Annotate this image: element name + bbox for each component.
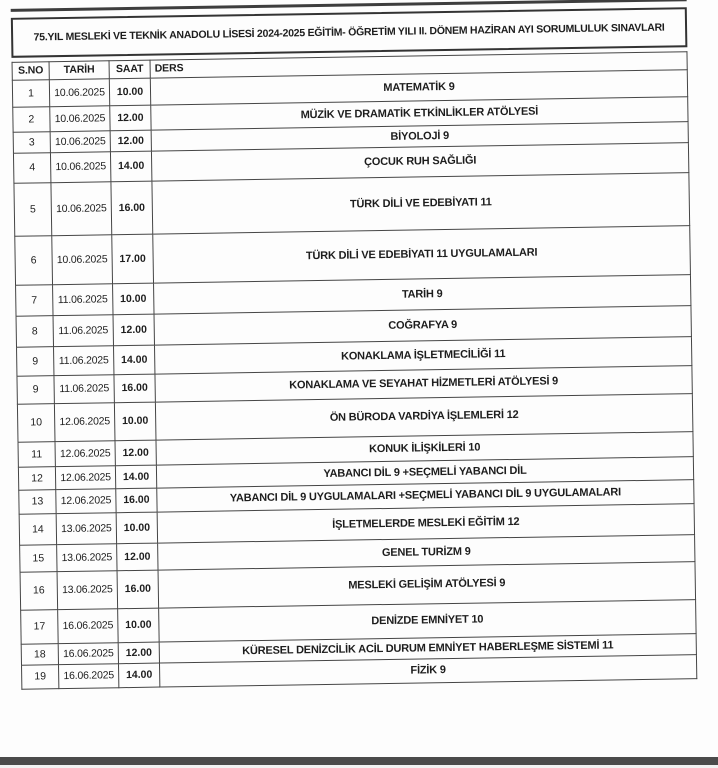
cell-ders: KONAKLAMA VE SEYAHAT HİZMETLERİ ATÖLYESİ 9 [155, 365, 692, 401]
cell-saat: 12.00 [110, 130, 151, 152]
cell-ders: ÇOCUK RUH SAĞLIĞI [151, 142, 688, 180]
cell-saat: 10.00 [116, 512, 157, 544]
cell-sno: 4 [13, 152, 50, 183]
cell-sno: 9 [17, 375, 54, 404]
cell-sno: 6 [15, 235, 53, 285]
cell-saat: 17.00 [112, 234, 154, 284]
cell-ders: TÜRK DİLİ VE EDEBİYATI 11 [152, 172, 690, 233]
cell-ders: GENEL TURİZM 9 [158, 534, 695, 569]
cell-tarih: 13.06.2025 [57, 543, 117, 571]
cell-tarih: 10.06.2025 [52, 234, 113, 284]
cell-ders: TARİH 9 [154, 274, 691, 313]
cell-tarih: 11.06.2025 [53, 314, 113, 346]
cell-tarih: 10.06.2025 [50, 105, 110, 131]
cell-sno: 15 [20, 544, 57, 572]
cell-saat: 12.00 [110, 105, 151, 131]
cell-ders: KONUK İLİŞKİLERİ 10 [156, 431, 693, 464]
column-header-sno: S.NO [12, 61, 49, 80]
cell-tarih: 13.06.2025 [56, 512, 116, 544]
cell-saat: 16.00 [114, 374, 155, 403]
exam-table-body [12, 69, 696, 689]
cell-sno: 12 [18, 466, 55, 490]
cell-saat: 16.00 [111, 181, 153, 235]
document-scan [11, 0, 698, 689]
cell-saat: 10.00 [114, 402, 156, 441]
column-header-ders: DERS [150, 51, 687, 77]
cell-sno: 2 [13, 106, 50, 132]
cell-saat: 12.00 [117, 543, 158, 571]
cell-sno: 10 [17, 403, 55, 442]
cell-tarih: 10.06.2025 [50, 151, 110, 182]
cell-ders: DENİZDE EMNİYET 10 [159, 599, 696, 641]
cell-sno: 7 [16, 284, 53, 316]
cell-ders: TÜRK DİLİ VE EDEBİYATI 11 UYGULAMALARI [153, 225, 691, 282]
cell-tarih: 11.06.2025 [53, 283, 113, 315]
cell-saat: 14.00 [110, 151, 151, 182]
cell-sno: 1 [12, 79, 49, 107]
cell-saat: 14.00 [118, 663, 159, 688]
cell-sno: 9 [17, 346, 54, 376]
cell-tarih: 10.06.2025 [50, 130, 110, 152]
cell-tarih: 12.06.2025 [54, 402, 115, 441]
cell-ders: FİZİK 9 [159, 654, 696, 686]
cell-sno: 18 [21, 643, 58, 665]
cell-ders: KONAKLAMA İŞLETMECİLİĞİ 11 [154, 336, 691, 373]
cell-sno: 16 [20, 571, 58, 610]
cell-saat: 10.00 [109, 78, 150, 106]
cell-sno: 19 [21, 664, 58, 689]
column-header-tarih: TARİH [49, 60, 109, 79]
cell-ders: MÜZİK VE DRAMATİK ETKİNLİKLER ATÖLYESİ [151, 96, 688, 129]
cell-ders: YABANCI DİL 9 +SEÇMELİ YABANCI DİL [156, 456, 693, 487]
cell-saat: 12.00 [115, 440, 156, 466]
cell-ders: MESLEKİ GELİŞİM ATÖLYESİ 9 [158, 561, 696, 607]
document-title-box [11, 7, 688, 58]
cell-tarih: 12.06.2025 [55, 440, 115, 466]
cell-sno: 8 [16, 315, 53, 347]
cell-sno: 3 [13, 131, 50, 153]
cell-ders: KÜRESEL DENİZCİLİK ACİL DURUM EMNİYET HABERLEŞME SİSTEMİ 11 [159, 633, 696, 662]
cell-ders: İŞLETMELERDE MESLEKİ EĞİTİM 12 [157, 503, 694, 542]
cell-tarih: 16.06.2025 [58, 642, 118, 664]
cell-tarih: 11.06.2025 [54, 374, 114, 403]
column-header-saat: SAAT [109, 60, 150, 79]
cell-tarih: 10.06.2025 [49, 78, 109, 106]
cell-sno: 5 [14, 182, 52, 236]
cell-saat: 14.00 [113, 345, 154, 375]
exam-schedule-table [12, 51, 698, 690]
cell-ders: MATEMATİK 9 [150, 69, 687, 104]
cell-saat: 14.00 [115, 465, 156, 489]
cell-ders: COĞRAFYA 9 [154, 305, 691, 344]
cell-saat: 10.00 [118, 608, 160, 643]
cell-tarih: 11.06.2025 [53, 345, 113, 375]
cell-tarih: 10.06.2025 [51, 181, 112, 235]
cell-tarih: 12.06.2025 [55, 465, 115, 489]
cell-sno: 13 [19, 489, 56, 514]
scanner-bottom-bar [0, 757, 718, 765]
cell-saat: 16.00 [116, 488, 157, 513]
cell-tarih: 12.06.2025 [56, 488, 116, 513]
cell-sno: 17 [21, 609, 59, 644]
cell-saat: 12.00 [113, 314, 154, 346]
cell-ders: YABANCI DİL 9 UYGULAMALARI +SEÇMELİ YABANCI DİL 9 UYGULAMALARI [157, 479, 694, 511]
cell-ders: BİYOLOJİ 9 [151, 121, 688, 150]
cell-saat: 10.00 [113, 283, 154, 315]
cell-tarih: 16.06.2025 [58, 663, 118, 688]
cell-saat: 16.00 [117, 570, 159, 609]
cell-tarih: 13.06.2025 [57, 570, 118, 609]
cell-saat: 12.00 [118, 642, 159, 664]
document-title: 75.YIL MESLEKİ VE TEKNİK ANADOLU LİSESİ 2024-2025 EĞİTİM- ÖĞRETİM YILI II. DÖNEM HAZİRAN AYI SORUMLULUK SINAVLARI [33, 21, 665, 43]
cell-sno: 14 [19, 513, 56, 545]
cell-sno: 11 [18, 441, 55, 467]
cell-ders: ÖN BÜRODA VARDİYA İŞLEMLERİ 12 [155, 393, 693, 439]
cell-tarih: 16.06.2025 [58, 608, 119, 643]
